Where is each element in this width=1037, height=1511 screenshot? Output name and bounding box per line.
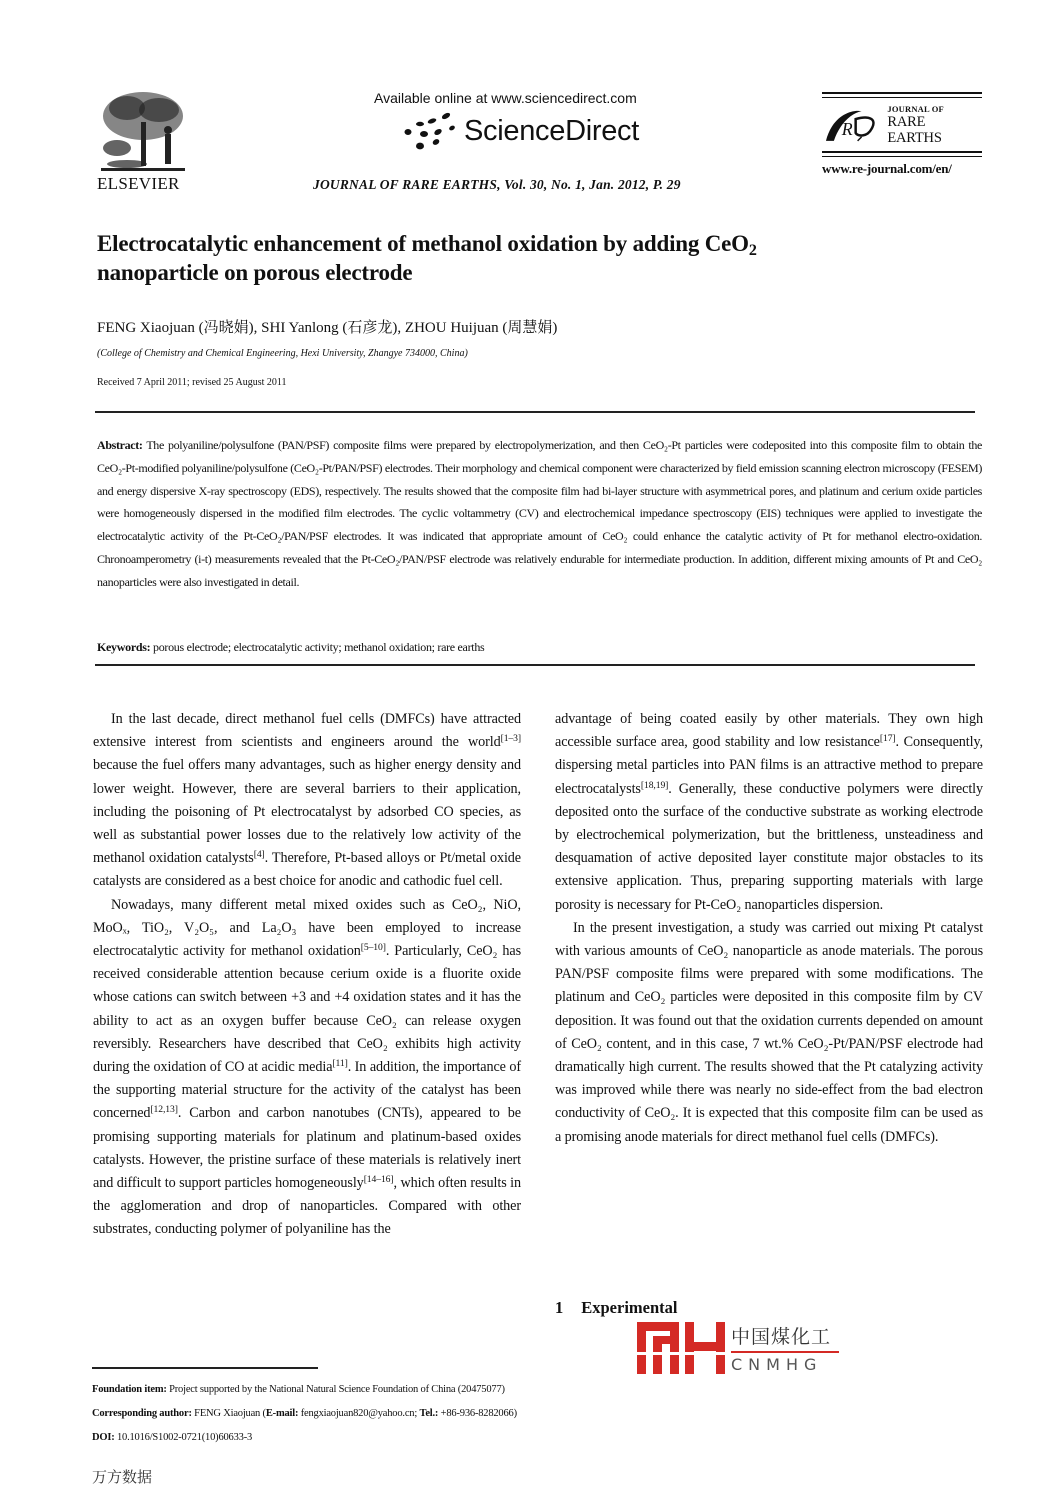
abstract-text: The polyaniline/polysulfone (PAN/PSF) composite films were prepared by electropolymerization, and then CeO₂-Pt particles were codeposited into this composite film to obtain the CeO₂-Pt-modified polyaniline/polysulfone (CeO₂-Pt/PAN/PSF) electrodes. Their morphology and chemical component were characterized by field emission scanning electron microscopy (FESEM) and energy dispersive X-ray spectroscopy (EDS), respectively. The results showed that the composite film had bi-layer structure with asymmetrical pores, and platinum and cerium oxide particles were homogeneously dispersed in the modified film electrodes. The cyclic voltammetry (CV) and electrochemical impedance spectroscopy (EIS) techniques were applied to investigate the electrocatalytic activity of the Pt-CeO₂/PAN/PSF electrodes. It was indicated that appropriate amount of CeO₂ could enhance the catalytic activity of Pt for methanol electro-oxidation. Chronoamperometry (i-t) measurements revealed that the Pt-CeO₂/PAN/PSF electrode was relatively endurable for intermediate production. In addition, different mixing amounts of Pt and CeO₂ nanoparticles were also investigated in detail. [97,438,982,589]
elsevier-tree-icon [97,88,189,176]
jre-journal-of: JOURNAL OF [887,104,944,115]
section-title: Experimental [581,1298,678,1317]
available-online-link[interactable]: Available online at www.sciencedirect.com [374,90,637,106]
citation-ref[interactable]: [11] [332,1058,348,1070]
email-label: E-mail: [265,1408,299,1419]
received-dates: Received 7 April 2011; revised 25 August 2011 [97,377,287,388]
divider [822,97,982,98]
paragraph: In the present investigation, a study was carried out mixing Pt catalyst with various amounts of CeO₂ nanoparticle as anode materials. The porous PAN/PSF composite films were prepared with some modifications. The platinum and CeO₂ particles were deposited in this composite film by CV deposition. It was found out that the oxidation currents depended on amount of CeO₂ content, and in this case, 7 wt.% CeO₂-Pt/PAN/PSF electrode had dramatically high current. The results showed that the Pt catalyzing activity was improved while there was nearly no side-effect from the bad electron conductivity of CeO₂. It is expected that this composite film can be used as a promising anode materials for direct methanol fuel cells (DMFCs). [555,919,983,1145]
journal-logo [822,92,982,177]
doi-footnote [92,1432,252,1443]
text-run: , which often results in the agglomeration and drop of nanoparticles. Compared with other substrates, conducting polymer of polyaniline has the [93,1175,521,1238]
author-list: FENG Xiaojuan (冯晓娟), SHI Yanlong (石彦龙), ZHOU Huijuan (周慧娟) [97,320,558,336]
text-run: . Carbon and carbon nanotubes (CNTs), appeared to be promising supporting materials for platinum and platinum-based oxides catalysts. However, the pristine surface of these materials is relatively inert and difficult to support particles homogeneously [93,1105,521,1192]
citation-ref[interactable]: [17] [879,733,896,745]
cnmhg-logo-icon [637,1322,725,1374]
text-run: because the fuel offers many advantages, such as higher energy density and lower weight. However, there are several barriers to their application, including the poisoning of Pt electrocatalyst by adsorbed CO species, as well as substantial power losses due to the relatively low activity of the methanol oxidation catalysts [93,757,521,867]
keywords [97,640,484,655]
paragraph [93,894,521,1242]
sciencedirect-logo[interactable] [402,108,639,154]
elsevier-logo [97,88,193,198]
corresponding-label: Corresponding author: [92,1408,192,1419]
footnote-divider [92,1367,318,1369]
journal-url-link[interactable]: www.re-journal.com/en/ [822,161,952,176]
title-line-1: Electrocatalytic enhancement of methanol oxidation by adding CeO [97,231,749,256]
text-run: . Generally, these conductive polymers were directly deposited onto the surface of the conductive substrate as working electrode by electrochemical polymerization, but the brittleness, unsteadiness and desquamation of active deposited layer constitute major obstacles to its extensive application. Thus, preparing supporting materials with large porosity is necessary for Pt-CeO₂ nanoparticles dispersion. [555,780,983,913]
doi-link[interactable]: 10.1016/S1002-0721(10)60633-3 [114,1432,253,1443]
citation-ref[interactable]: [4] [253,849,265,861]
tel-label: Tel.: [419,1408,439,1419]
text-run: . Particularly, CeO₂ has received considerable attention because cerium oxide is a fluorite oxide whose cations can switch between +3 and +4 oxidation states and it has the ability to act as an oxygen buffer because CeO₂ can release oxygen reversibly. Researchers have described that CeO₂ exhibits high activity during the oxidation of CO at acidic media [93,943,521,1076]
cnmhg-english-name: CNMHG [731,1355,823,1374]
foundation-footnote [92,1384,505,1395]
jre-emblem-icon [822,107,881,145]
body-column-left [93,708,521,1242]
foundation-label: Foundation item: [92,1384,167,1395]
title-subscript: 2 [748,242,757,260]
elsevier-wordmark: ELSEVIER [97,174,180,193]
divider [822,92,982,94]
citation-ref[interactable]: [5–10] [360,942,386,954]
jre-rare-earths: RARE EARTHS [887,113,942,146]
keywords-text: porous electrode; electrocatalytic activity; methanol oxidation; rare earths [150,640,485,654]
text-run: . Consequently, dispersing metal particles into PAN films is an attractive method to prepare electrocatalysts [555,734,983,797]
affiliation: (College of Chemistry and Chemical Engineering, Hexi University, Zhangye 734000, China) [97,348,468,359]
divider [95,411,975,413]
corresponding-name: FENG Xiaojuan ( [191,1408,266,1419]
text-run: . Therefore, Pt-based alloys or Pt/metal oxide catalysts are considered as a best choice for anodic and cathodic fuel cell. [93,850,521,890]
doi-label: DOI: [92,1432,115,1443]
article-title [97,229,917,287]
abstract-label: Abstract: [97,438,143,452]
paragraph [93,708,521,894]
wanfang-watermark: 万方数据 [92,1468,153,1486]
svg-text:R: R [841,118,853,139]
body-column-right [555,708,983,1149]
citation-ref[interactable]: [1–3] [500,733,521,745]
tel-value: +86-936-8282066) [438,1408,517,1419]
text-run: Nowadays, many different metal mixed oxides such as CeO₂, NiO, MoOₓ, TiO₂, V₂O₅, and La₂O₃ have been employed to increase electrocatalytic activity for methanol oxidation [93,896,521,960]
journal-citation: JOURNAL OF RARE EARTHS, Vol. 30, No. 1, Jan. 2012, P. 29 [313,177,681,192]
abstract [97,434,982,594]
citation-ref[interactable]: [14–16] [363,1174,394,1186]
foundation-text: Project supported by the National Natural Science Foundation of China (20475077) [166,1384,505,1395]
text-run: . In addition, the importance of the supporting material structure for the activity of the catalyst has been concerned [93,1059,521,1122]
section-number: 1 [555,1298,564,1317]
cnmhg-chinese-name: 中国煤化工 [731,1322,839,1353]
title-line-2: nanoparticle on porous electrode [97,260,413,285]
sciencedirect-dots-icon [402,110,462,152]
divider [822,151,982,153]
section-heading-experimental [555,1298,678,1318]
citation-ref[interactable]: [12,13] [150,1104,178,1116]
divider [95,664,975,666]
paragraph [555,708,983,917]
citation-ref[interactable]: [18,19] [640,779,669,791]
corresponding-author-footnote [92,1408,517,1419]
divider [822,156,982,157]
sciencedirect-wordmark: ScienceDirect [464,114,639,147]
cnmhg-watermark [637,1322,839,1374]
text-run: advantage of being coated easily by other materials. They own high accessible surface area, good stability and low resistance [555,711,983,751]
keywords-label: Keywords: [97,640,151,654]
email-link[interactable]: fengxiaojuan820@yahoo.cn; [298,1408,420,1419]
text-run: In the last decade, direct methanol fuel cells (DMFCs) have attracted extensive interest from scientists and engineers around the world [93,711,521,751]
